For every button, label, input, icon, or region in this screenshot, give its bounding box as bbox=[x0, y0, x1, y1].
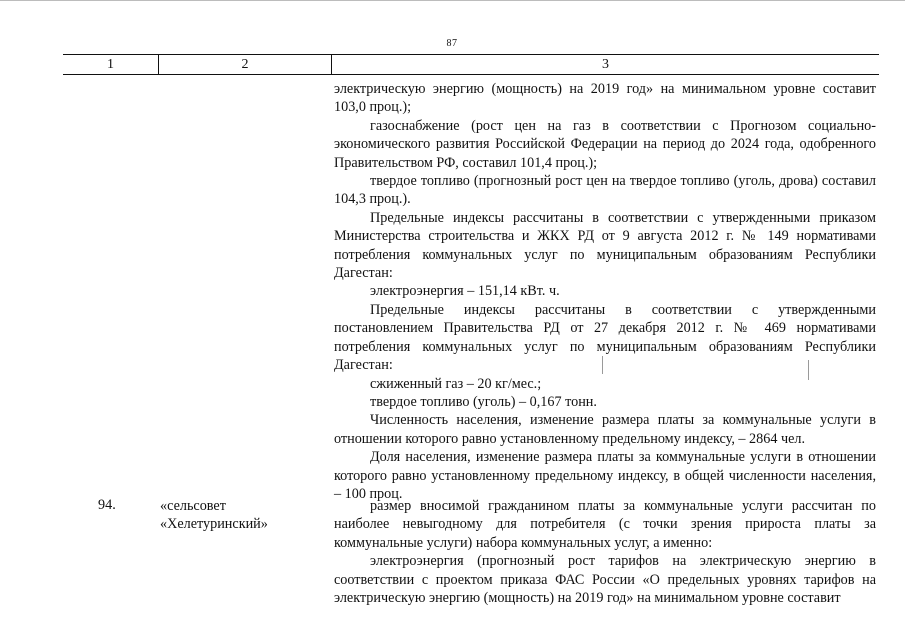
paragraph: твердое топливо (прогнозный рост цен на твердое топливо (уголь, дрова) составил 104,3 проц.). bbox=[334, 173, 876, 208]
scan-artifact bbox=[602, 356, 603, 374]
municipality-name bbox=[160, 497, 268, 534]
paragraph: Предельные индексы рассчитаны в соответствии с утвержденными приказом Министерства строительства и ЖКХ РД от 9 августа 2012 г. № 149 нормативами потребления коммунальных услуг по муниципальным образованиям Республики Дагестан: bbox=[334, 209, 876, 282]
header-col-1: 1 bbox=[107, 57, 114, 72]
page-number: 87 bbox=[446, 38, 458, 49]
paragraph: Доля населения, изменение размера платы за коммунальные услуги в отношении которого равно установленному предельному индексу, в общей численности населения, – 100 проц. bbox=[334, 449, 876, 502]
header-col-2: 2 bbox=[241, 57, 249, 72]
municipality-name-line: «сельсовет bbox=[160, 498, 226, 514]
table-header bbox=[63, 54, 879, 75]
paragraph: Предельные индексы рассчитаны в соответствии с утвержденными постановлением Правительства РД от 27 декабря 2012 г. № 469 нормативами потребления коммунальных услуг по муниципальным образованиям Республики Дагестан: bbox=[334, 301, 876, 374]
row-94-description bbox=[334, 497, 876, 607]
paragraph: газоснабжение (рост цен на газ в соответствии с Прогнозом социально-экономического развития Российской Федерации на период до 2024 года, одобренного Правительством РФ, составил 101,4 проц.); bbox=[334, 117, 876, 171]
row-number: 94. bbox=[98, 497, 116, 513]
header-col-3: 3 bbox=[602, 57, 609, 72]
paragraph: электроэнергия (прогнозный рост тарифов на электрическую энергию в соответствии с проектом приказа ФАС России «О предельных уровнях тарифов на электрическую энергию (мощность) на 2019 год» на минимальном уровне составит bbox=[334, 553, 876, 607]
paragraph: электрическую энергию (мощность) на 2019 год» на минимальном уровне составит 103,0 проц.); bbox=[334, 81, 876, 116]
list-item: твердое топливо (уголь) – 0,167 тонн. bbox=[370, 393, 597, 410]
row-93-description bbox=[334, 80, 876, 503]
paragraph: Численность населения, изменение размера платы за коммунальные услуги в отношении которого равно установленному предельному индексу, – 2864 чел. bbox=[334, 412, 876, 447]
municipality-name-line: «Хелетуринский» bbox=[160, 516, 268, 533]
paragraph: размер вносимой гражданином платы за коммунальные услуги рассчитан по наиболее невыгодному для потребителя (с точки зрения прироста платы за коммунальные услуги) набора коммунальных услуг, а именно: bbox=[334, 498, 876, 551]
scan-top-edge bbox=[0, 0, 905, 1]
scan-artifact bbox=[808, 360, 809, 380]
list-item: сжиженный газ – 20 кг/мес.; bbox=[370, 375, 542, 392]
list-item: электроэнергия – 151,14 кВт. ч. bbox=[370, 283, 560, 300]
